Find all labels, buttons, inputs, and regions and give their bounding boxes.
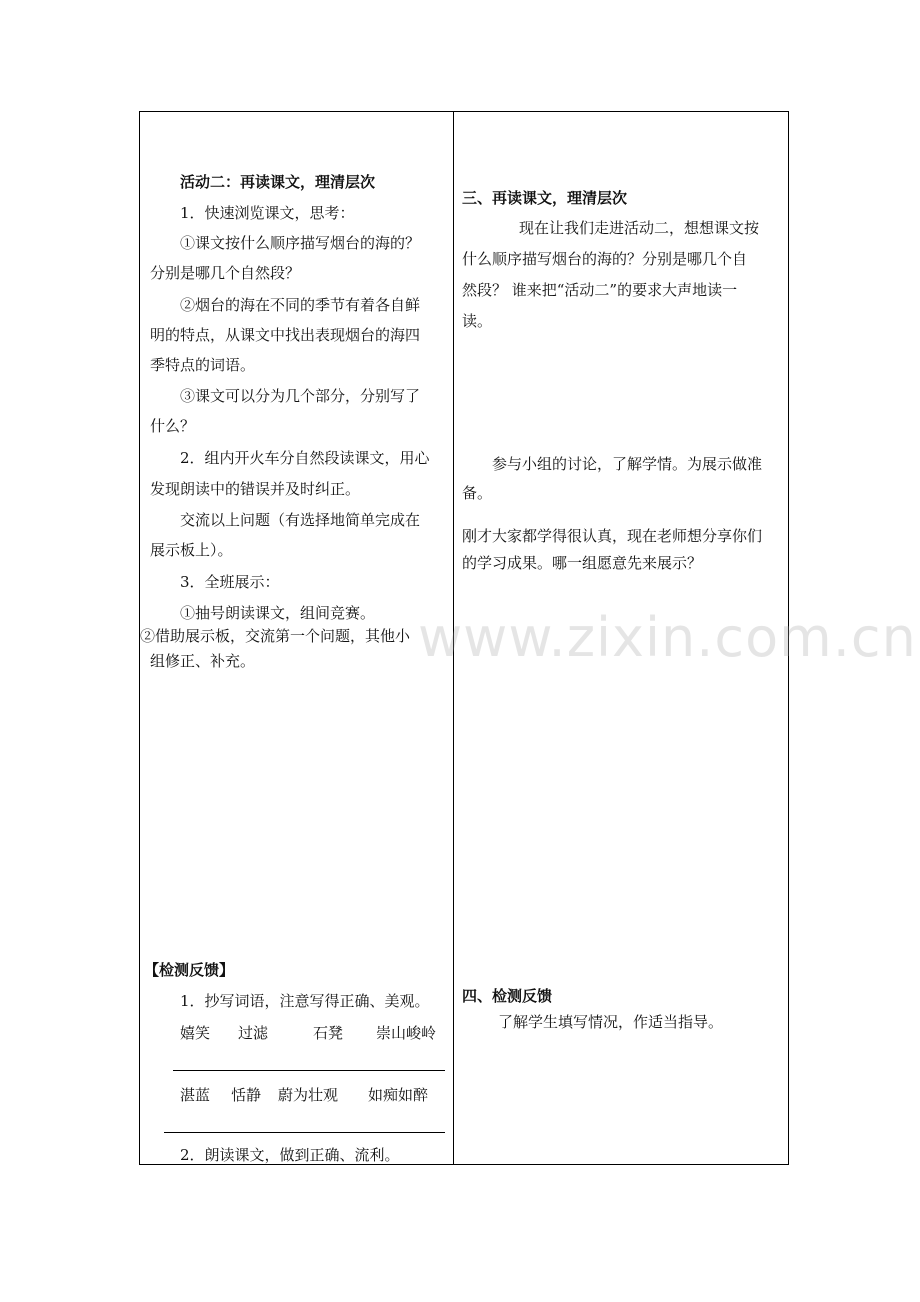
writing-line-2 — [164, 1132, 445, 1133]
item-1: 1．快速浏览课文，思考： — [180, 204, 355, 222]
exchange-line-1: 交流以上问题（有选择地简单完成在 — [180, 511, 421, 529]
show-2-line-1: ②借助展示板，交流第一个问题，其他小 — [140, 627, 411, 645]
word: 石凳 — [313, 1024, 344, 1042]
feedback-item-2: 2．朗读课文，做到正确、流利。 — [180, 1146, 400, 1164]
question-1-line-2: 分别是哪几个自然段？ — [150, 264, 301, 282]
discussion-line-1: 参与小组的讨论，了解学情。为展示做准 — [492, 455, 763, 473]
item-2-line-1: 2．组内开火车分自然段读课文，用心 — [180, 449, 430, 467]
show-2-line-2: 组修正、补充。 — [150, 652, 256, 670]
activity-two-title: 活动二：再读课文，理清层次 — [180, 173, 376, 191]
watermark: www.zixin.com.cn — [418, 606, 917, 669]
share-line-2: 的学习成果。哪一组愿意先来展示？ — [462, 554, 703, 572]
section-3-line-1: 现在让我们走进活动二，想想课文按 — [519, 219, 760, 237]
feedback-item-1: 1．抄写词语，注意写得正确、美观。 — [180, 992, 430, 1010]
discussion-line-2: 备。 — [462, 484, 493, 502]
word: 如痴如醉 — [368, 1086, 429, 1104]
word: 嬉笑 — [180, 1024, 211, 1042]
section-3-line-3: 然段？ 谁来把“活动二”的要求大声地读一 — [462, 281, 738, 299]
question-3-line-2: 什么？ — [150, 417, 196, 435]
word: 过滤 — [238, 1024, 269, 1042]
show-1: ①抽号朗读课文，组间竞赛。 — [180, 604, 376, 622]
feedback-title: 【检测反馈】 — [144, 961, 235, 979]
section-3-line-2: 什么顺序描写烟台的海的？分别是哪几个自 — [462, 250, 748, 268]
word: 湛蓝 — [180, 1086, 211, 1104]
share-line-1: 刚才大家都学得很认真，现在老师想分享你们 — [462, 527, 763, 545]
section-3-title: 三、再读课文，理清层次 — [462, 189, 628, 207]
question-2-line-2: 明的特点，从课文中找出表现烟台的海四 — [150, 326, 421, 344]
question-2-line-3: 季特点的词语。 — [150, 356, 256, 374]
exchange-line-2: 展示板上）。 — [150, 541, 233, 559]
question-3-line-1: ③课文可以分为几个部分，分别写了 — [180, 387, 421, 405]
question-1-line-1: ①课文按什么顺序描写烟台的海的？ — [180, 234, 421, 252]
word: 崇山峻岭 — [376, 1024, 437, 1042]
section-3-line-4: 读。 — [462, 312, 493, 330]
section-4-title: 四、检测反馈 — [462, 987, 553, 1005]
item-3: 3．全班展示： — [180, 573, 280, 591]
word: 恬静 — [231, 1086, 262, 1104]
question-2-line-1: ②烟台的海在不同的季节有着各自鲜 — [180, 296, 421, 314]
item-2-line-2: 发现朗读中的错误并及时纠正。 — [150, 480, 361, 498]
word: 蔚为壮观 — [278, 1086, 339, 1104]
section-4-line-1: 了解学生填写情况，作适当指导。 — [498, 1013, 724, 1031]
writing-line-1 — [173, 1070, 445, 1071]
